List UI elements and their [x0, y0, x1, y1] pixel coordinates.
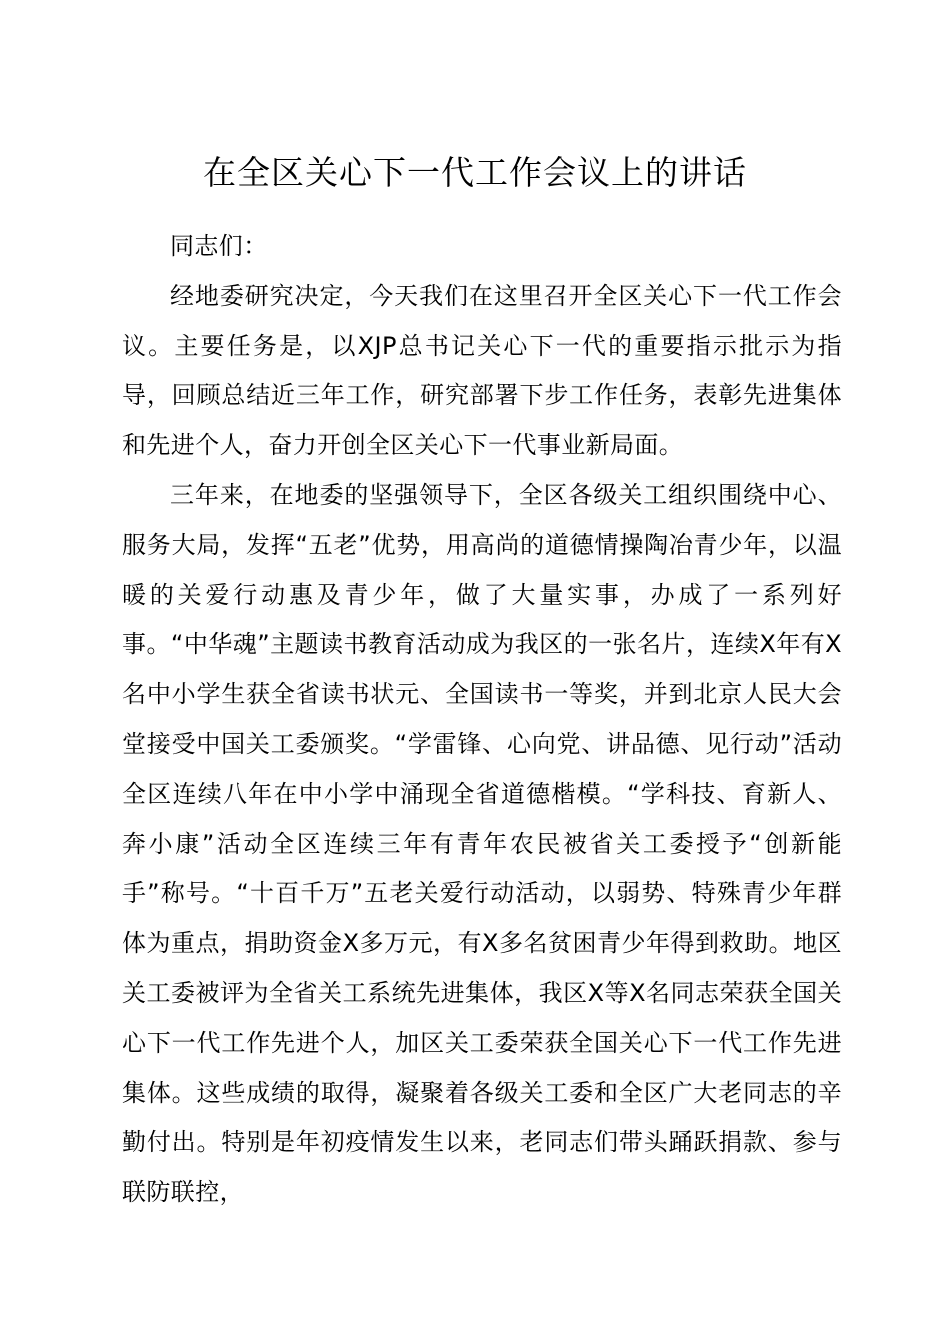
paragraph-2: 三年来，在地委的坚强领导下，全区各级关工组织围绕中心、服务大局，发挥“五老”优势，用高尚的道德情操陶冶青少年，以温暖的关爱行动惠及青少年，做了大量实事，办成了一系列好事。“中华魂”主题读书教育活动成为我区的一张名片，连续X年有X名中小学生获全省读书状元、全国读书一等奖，并到北京人民大会堂接受中国关工委颁奖。“学雷锋、心向党、讲品德、见行动”活动全区连续八年在中小学中涌现全省道德楷模。“学科技、育新人、奔小康”活动全区连续三年有青年农民被省关工委授予“创新能手”称号。“十百千万”五老关爱行动活动，以弱势、特殊青少年群体为重点，捐助资金X多万元，有X多名贫困青少年得到救助。地区关工委被评为全省关工系统先进集体，我区X等X名同志荣获全国关心下一代工作先进个人，加区关工委荣获全国关心下一代工作先进集体。这些成绩的取得，凝聚着各级关工委和全区广大老同志的辛勤付出。特别是年初疫情发生以来，老同志们带头踊跃捐款、参与联防联控， [122, 480, 842, 1207]
salutation: 同志们： [170, 232, 268, 260]
document-body [122, 222, 842, 1218]
document-title: 在全区关心下一代工作会议上的讲话 [203, 153, 747, 192]
paragraph-1: 经地委研究决定，今天我们在这里召开全区关心下一代工作会议。主要任务是，以XJP总书记关心下一代的重要指示批示为指导，回顾总结近三年工作，研究部署下步工作任务，表彰先进集体和先进个人，奋力开创全区关心下一代事业新局面。 [122, 281, 842, 460]
